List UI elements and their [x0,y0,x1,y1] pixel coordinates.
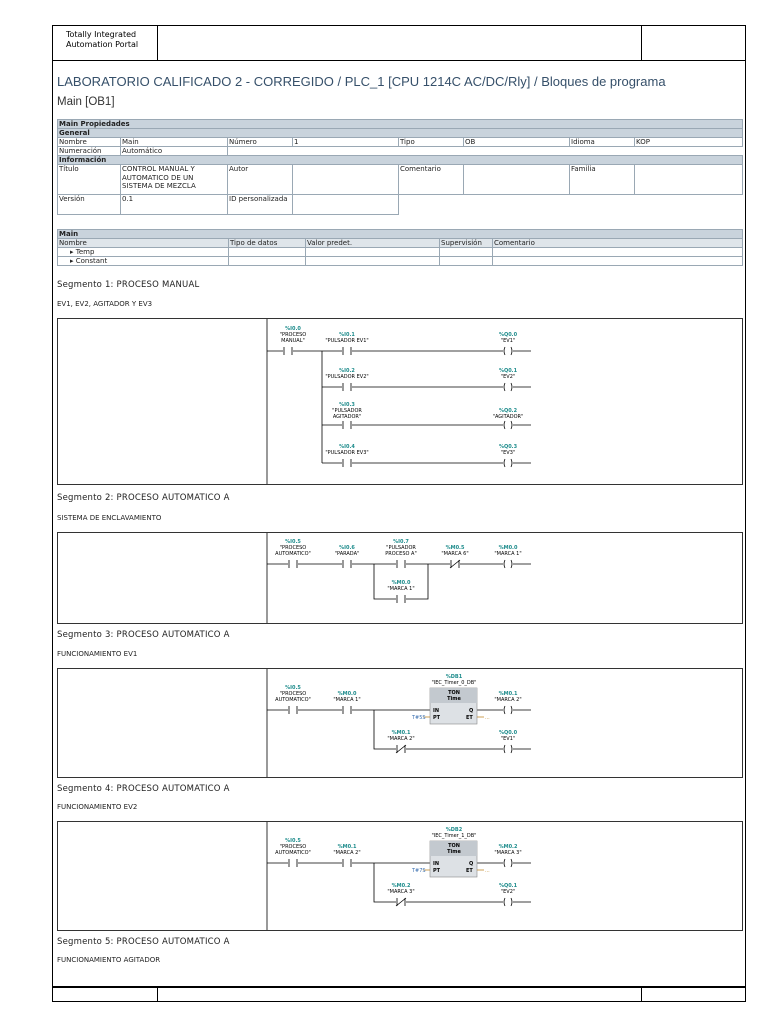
value-familia [635,165,743,195]
col-nombre: Nombre [58,239,229,248]
value-tipo: OB [464,138,570,147]
label-id-personalizada: ID personalizada [228,195,293,215]
s4-timer-db-name: "IEC_Timer_1_DB" [431,833,477,839]
value-numero: 1 [293,138,399,147]
value-idioma: KOP [635,138,743,147]
s4-timer-et-value: ... [485,868,490,874]
s3-coil-1-addr: %M0.1 [498,691,518,697]
label-numeracion: Numeración [58,147,121,156]
s3-contact-2-addr: %M0.0 [337,691,357,697]
label-nombre: Nombre [58,138,121,147]
s3-timer-q: Q [469,708,474,714]
segment-4-network [57,821,743,931]
s3-contact-1-addr: %I0.5 [285,685,301,691]
portal-line-2: Automation Portal [66,40,139,49]
s2-contact-3-addr: %I0.7 [393,539,409,545]
s2-contact-1-name2: AUTOMATICO" [275,551,311,557]
s4-contact-1-name1: "PROCESO [279,844,307,850]
s2-coil-name: "MARCA 1" [494,551,522,557]
value-titulo: CONTROL MANUAL Y AUTOMATICO DE UN SISTEMA DE MEZCLA [121,165,228,195]
footer-divider-2 [641,986,642,1001]
s1-contact-3-name1: "PULSADOR [332,408,362,414]
s4-coil-2-name: "EV2" [500,889,516,895]
segment-2-title: Segmento 2: PROCESO AUTOMATICO A [57,493,230,503]
label-comentario: Comentario [399,165,464,195]
s2-contact-2-addr: %I0.6 [339,545,355,551]
s3-contact-1-name1: "PROCESO [279,691,307,697]
s1-coil-4-name: "EV3" [500,450,516,456]
s1-contact-3-addr: %I0.3 [339,402,355,408]
s4-contact-3-name: "MARCA 3" [387,889,415,895]
s4-timer-et: ET [466,868,473,874]
s3-timer-pt: PT [433,715,441,721]
s1-coil-3-name: "AGITADOR" [492,414,524,420]
s4-contact-2-name: "MARCA 2" [333,850,361,856]
s3-contact-1-name2: AUTOMATICO" [275,697,311,703]
s2-contact-1-addr: %I0.5 [285,539,301,545]
segment-3-title: Segmento 3: PROCESO AUTOMATICO A [57,630,230,640]
s1-contact-main-addr: %I0.0 [285,326,301,332]
s2-contact-4-addr: %M0.5 [445,545,465,551]
s1-contact-main-name2: MANUAL" [281,338,305,344]
segment-1-ladder [58,319,742,484]
s1-contact-2-addr: %I0.2 [339,368,355,374]
s4-timer-in: IN [433,861,440,867]
s2-contact-2-name: "PARADA" [334,551,360,557]
segment-2-ladder [58,533,742,623]
s1-coil-1-name: "EV1" [500,338,516,344]
s3-timer-db-name: "IEC_Timer_0_DB" [431,680,477,686]
table-row [58,257,743,266]
interface-header: Main [58,230,743,239]
s4-contact-1-name2: AUTOMATICO" [275,850,311,856]
interface-table [57,229,743,266]
s1-coil-1-addr: %Q0.0 [498,332,518,338]
s4-timer-pt: PT [433,868,441,874]
label-autor: Autor [228,165,293,195]
s1-contact-4-name: "PULSADOR EV3" [325,450,369,456]
s2-contact-1-name1: "PROCESO [279,545,307,551]
s3-timer-et: ET [466,715,473,721]
segment-3-network [57,668,743,778]
col-tipo-datos: Tipo de datos [229,239,306,248]
s3-timer-type: TON [448,690,460,696]
s3-coil-2-name: "EV1" [500,736,516,742]
value-comentario [464,165,570,195]
s4-coil-1-addr: %M0.2 [498,844,518,850]
segment-3-ladder [58,669,742,777]
s2-contact-3-name2: PROCESO A" [385,551,417,557]
s1-coil-4-addr: %Q0.3 [498,444,518,450]
s1-contact-3-name2: AGITADOR" [332,414,362,420]
s2-contact-3-name1: "PULSADOR [386,545,416,551]
s4-timer-time: Time [447,849,461,855]
col-valor-predet: Valor predet. [306,239,440,248]
label-tipo: Tipo [399,138,464,147]
portal-logo-text [66,30,138,50]
value-autor [293,165,399,195]
s1-contact-1-name: "PULSADOR EV1" [325,338,369,344]
s1-contact-2-name: "PULSADOR EV2" [325,374,369,380]
header-divider-2 [641,25,642,60]
s4-coil-2-addr: %Q0.1 [498,883,518,889]
row-temp-label: Temp [75,248,95,256]
col-comentario: Comentario [493,239,743,248]
s2-contact-4-name: "MARCA 6" [441,551,469,557]
segment-1-network [57,318,743,485]
segment-3-desc: FUNCIONAMIENTO EV1 [57,650,138,658]
s1-contact-4-addr: %I0.4 [339,444,355,450]
s3-contact-3-addr: %M0.1 [391,730,411,736]
s4-coil-1-name: "MARCA 3" [494,850,522,856]
segment-5-desc: FUNCIONAMIENTO AGITADOR [57,956,161,964]
informacion-header: Información [58,156,743,165]
value-version: 0.1 [121,195,228,215]
segment-4-ladder [58,822,742,930]
s2-coil-addr: %M0.0 [498,545,518,551]
s2-parallel-name: "MARCA 1" [387,586,415,592]
value-nombre: Main [121,138,228,147]
s3-timer-time: Time [447,696,461,702]
segment-4-desc: FUNCIONAMIENTO EV2 [57,803,138,811]
s1-contact-1-addr: %I0.1 [339,332,355,338]
label-numero: Número [228,138,293,147]
footer-divider-1 [157,986,158,1001]
s4-timer-q: Q [469,861,474,867]
s2-parallel-addr: %M0.0 [391,580,411,586]
row-constant: ▸ Constant [58,257,229,266]
table-row [58,248,743,257]
header-divider-1 [157,25,158,60]
page-subtitle: Main [OB1] [57,96,115,108]
label-version: Versión [58,195,121,215]
s1-coil-2-name: "EV2" [500,374,516,380]
s1-coil-3-addr: %Q0.2 [498,408,518,414]
s3-timer-et-value: ... [485,715,490,721]
s4-timer-pt-value: T#7S [412,868,426,874]
value-id-personalizada [293,195,399,215]
s3-coil-1-name: "MARCA 2" [494,697,522,703]
col-supervision: Supervisión [440,239,493,248]
s4-contact-3-addr: %M0.2 [391,883,411,889]
segment-1-title: Segmento 1: PROCESO MANUAL [57,280,200,290]
s4-contact-1-addr: %I0.5 [285,838,301,844]
label-idioma: Idioma [570,138,635,147]
general-header: General [58,129,743,138]
s1-coil-2-addr: %Q0.1 [498,368,518,374]
s4-timer-db-addr: %DB2 [445,827,463,833]
s3-timer-pt-value: T#5S [412,715,426,721]
properties-table [57,119,743,215]
segment-5-title: Segmento 5: PROCESO AUTOMATICO A [57,937,230,947]
label-familia: Familia [570,165,635,195]
label-titulo: Título [58,165,121,195]
s3-timer-in: IN [433,708,440,714]
properties-header: Main Propiedades [58,120,743,129]
segment-2-desc: SISTEMA DE ENCLAVAMIENTO [57,514,162,522]
segment-4-title: Segmento 4: PROCESO AUTOMATICO A [57,784,230,794]
value-numeracion: Automático [121,147,228,156]
page-title: LABORATORIO CALIFICADO 2 - CORREGIDO / PLC_1 [CPU 1214C AC/DC/Rly] / Bloques de programa [57,74,666,89]
s4-contact-2-addr: %M0.1 [337,844,357,850]
s3-contact-3-name: "MARCA 2" [387,736,415,742]
s3-coil-2-addr: %Q0.0 [498,730,518,736]
s3-contact-2-name: "MARCA 1" [333,697,361,703]
portal-line-1: Totally Integrated [66,30,137,39]
segment-2-network [57,532,743,624]
row-constant-label: Constant [75,257,108,265]
s3-timer-db-addr: %DB1 [445,674,463,680]
s4-timer-type: TON [448,843,460,849]
segment-1-desc: EV1, EV2, AGITADOR Y EV3 [57,300,153,308]
row-temp: ▸ Temp [58,248,229,257]
s1-contact-main-name1: "PROCESO [279,332,307,338]
